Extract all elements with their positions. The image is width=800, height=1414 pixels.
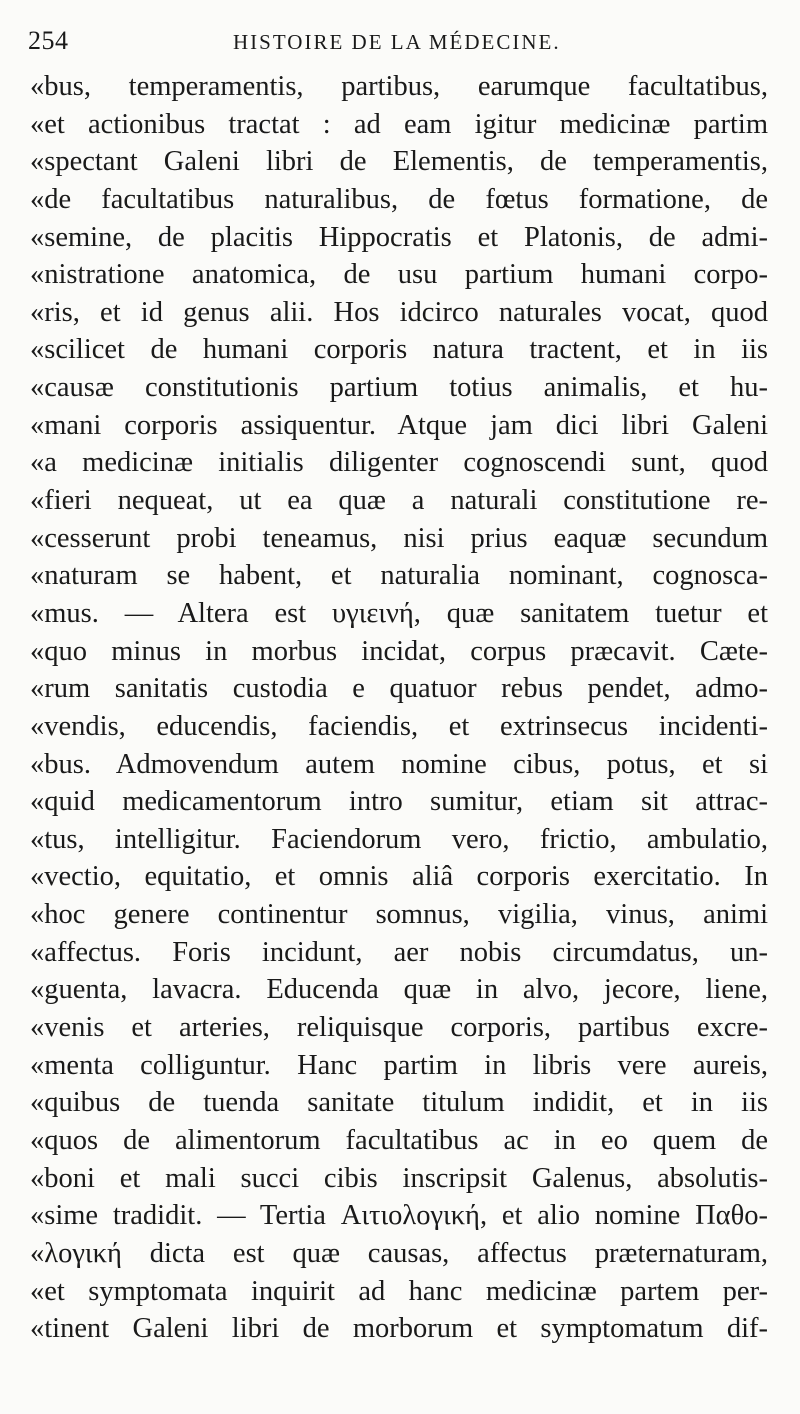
running-head [28,26,770,66]
text-line: «quos de alimentorum facultatibus ac in eo quem de [30,1124,768,1156]
text-line: «mus. — Altera est υγιεινή, quæ sanitatem tuetur et [30,597,768,629]
text-line: «a medicinæ initialis diligenter cognoscendi sunt, quod [30,447,768,479]
text-line: «λογική dicta est quæ causas, affectus præternaturam, [30,1237,768,1269]
page-number: 254 [28,26,69,55]
running-title: HISTOIRE DE LA MÉDECINE. [233,30,561,54]
text-line: «tinent Galeni libri de morborum et symptomatum dif- [30,1313,768,1345]
text-line: «naturam se habent, et naturalia nominant, cognosca- [30,560,768,592]
text-line: «et actionibus tractat : ad eam igitur medicinæ partim [30,108,768,140]
text-line: «vendis, educendis, faciendis, et extrinsecus incidenti- [30,710,768,742]
text-line: «boni et mali succi cibis inscripsit Galenus, absolutis- [30,1162,768,1194]
text-line: «scilicet de humani corporis natura tractent, et in iis [30,334,768,366]
text-line: «semine, de placitis Hippocratis et Platonis, de admi- [30,221,768,253]
text-line: «sime tradidit. — Tertia Αιτιολογική, et alio nomine Παθο- [30,1200,768,1232]
body-text [30,68,768,1348]
text-line: «mani corporis assiquentur. Atque jam dici libri Galeni [30,409,768,441]
text-line: «affectus. Foris incidunt, aer nobis circumdatus, un- [30,936,768,968]
text-line: «causæ constitutionis partium totius animalis, et hu- [30,372,768,404]
text-line: «spectant Galeni libri de Elementis, de temperamentis, [30,146,768,178]
text-line: «guenta, lavacra. Educenda quæ in alvo, jecore, liene, [30,974,768,1006]
text-line: «de facultatibus naturalibus, de fœtus formatione, de [30,183,768,215]
text-line: «vectio, equitatio, et omnis aliâ corporis exercitatio. In [30,861,768,893]
text-line: «quid medicamentorum intro sumitur, etiam sit attrac- [30,786,768,818]
text-line: «nistratione anatomica, de usu partium humani corpo- [30,259,768,291]
text-line: «bus, temperamentis, partibus, earumque facultatibus, [30,71,768,102]
text-line: «menta colliguntur. Hanc partim in libris vere aureis, [30,1049,768,1081]
text-line: «quo minus in morbus incidat, corpus præcavit. Cæte- [30,635,768,667]
text-line: «cesserunt probi teneamus, nisi prius eaquæ secundum [30,522,768,554]
text-line: «ris, et id genus alii. Hos idcirco naturales vocat, quod [30,296,768,328]
text-line: «fieri nequeat, ut ea quæ a naturali constitutione re- [30,485,768,517]
text-line: «rum sanitatis custodia e quatuor rebus pendet, admo- [30,673,768,705]
text-line: «tus, intelligitur. Faciendorum vero, frictio, ambulatio, [30,823,768,855]
text-line: «quibus de tuenda sanitate titulum indidit, et in iis [30,1087,768,1119]
text-line: «et symptomata inquirit ad hanc medicinæ partem per- [30,1275,768,1307]
text-line: «bus. Admovendum autem nomine cibus, potus, et si [30,748,768,780]
text-line: «venis et arteries, reliquisque corporis, partibus excre- [30,1012,768,1044]
text-line: «hoc genere continentur somnus, vigilia, vinus, animi [30,899,768,931]
